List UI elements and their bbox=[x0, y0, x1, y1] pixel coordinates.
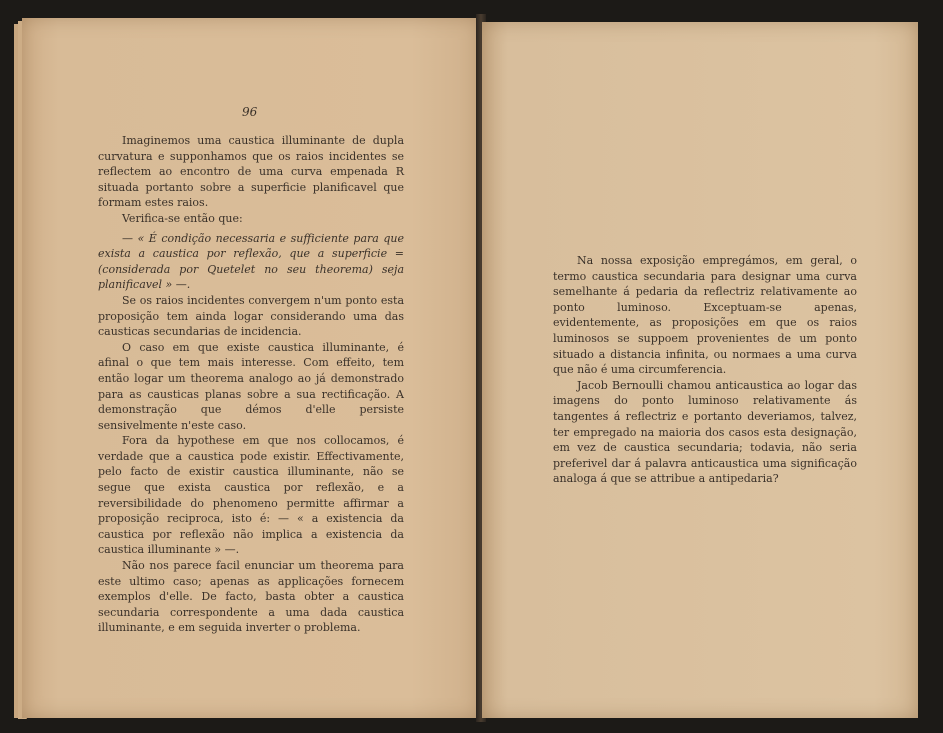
paragraph: — « É condição necessaria e sufficiente para que exista a caustica por reflexão, que a superficie = (considerada por Quetelet no seu theorema) seja planificavel » —. bbox=[98, 231, 404, 292]
page-number: 96 bbox=[242, 105, 258, 119]
paragraph: Na nossa exposição empregámos, em geral, o termo caustica secundaria para designar uma curva semelhante á pedaria da reflectriz relativamente ao ponto luminoso. Exceptuam-se apenas, evidentemente, as proposições em que os raios luminosos se suppoem provenientes de um ponto situado a distancia infinita, ou normaes a uma curva que não é uma circumferencia. bbox=[553, 254, 857, 377]
paragraph: O caso em que existe caustica illuminante, é afinal o que tem mais interesse. Com effeito, tem então logar um theorema analogo ao já demonstrado para as causticas planas sobre a sua rectificação. A demonstração que démos d'elle persiste sensivelmente n'este caso. bbox=[98, 340, 404, 432]
left-page-text bbox=[98, 133, 404, 636]
paragraph: Jacob Bernoulli chamou anticaustica ao logar das imagens do ponto luminoso relativamente ás tangentes á reflectriz e portanto deveriamos, talvez, ter empregado na maioria dos casos esta designação, em vez de caustica secundaria; todavia, não seria preferivel dar á palavra anticaustica uma significação analoga á que se attribue a antipedaria? bbox=[553, 378, 857, 486]
paragraph: Não nos parece facil enunciar um theorema para este ultimo caso; apenas as applicações fornecem exemplos d'elle. De facto, basta obter a caustica secundaria correspondente a uma dada caustica illuminante, e em seguida inverter o problema. bbox=[98, 559, 404, 635]
paragraph: Verifica-se então que: bbox=[122, 211, 243, 225]
paragraph: Imaginemos uma caustica illuminante de dupla curvatura e supponhamos que os raios incidentes se reflectem ao encontro de uma curva empenada R situada portanto sobre a superficie planificavel que formam estes raios. bbox=[98, 134, 404, 210]
paragraph: Fora da hypothese em que nos collocamos, é verdade que a caustica pode existir. Effectivamente, pelo facto de existir caustica illuminante, não se segue que exista caustica por reflexão, e a reversibilidade do phenomeno permitte affirmar a proposição reciproca, isto é: — « a existencia da caustica por reflexão não implica a existencia da caustica illuminante » —. bbox=[98, 434, 404, 557]
right-page-text bbox=[553, 253, 857, 487]
paragraph: Se os raios incidentes convergem n'um ponto esta proposição tem ainda logar considerando uma das causticas secundarias de incidencia. bbox=[98, 293, 404, 339]
